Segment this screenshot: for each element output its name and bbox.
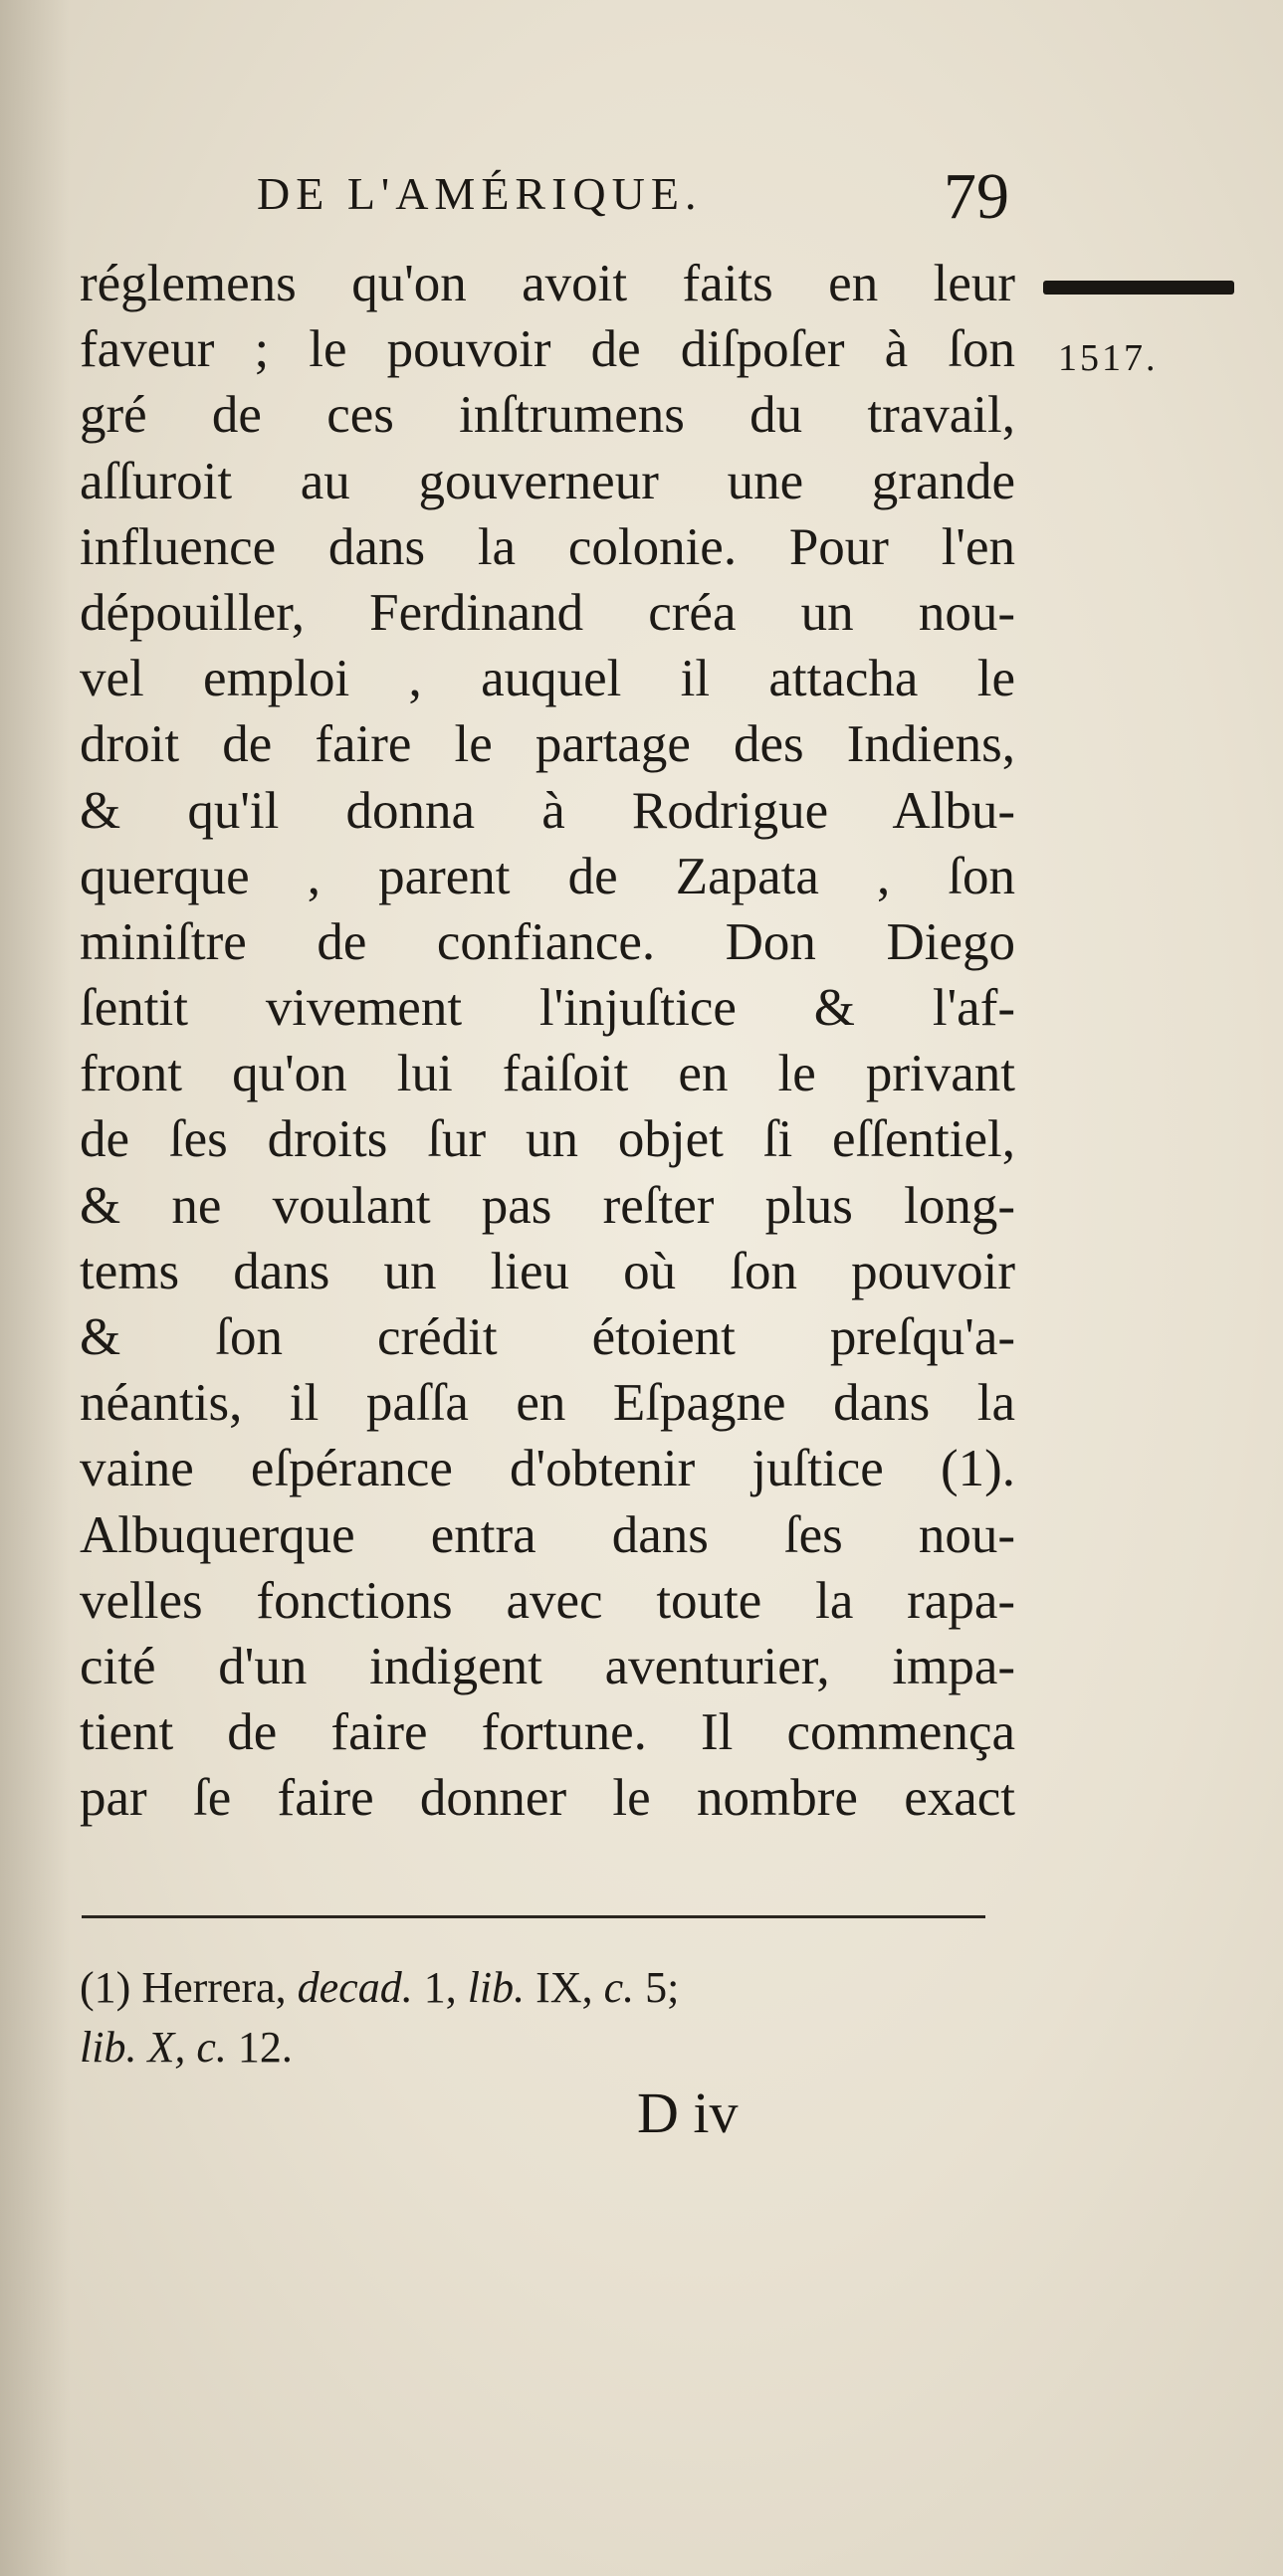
body-line: vaine eſpérance d'obtenir juſtice (1). (80, 1440, 1015, 1498)
body-line: dépouiller, Ferdinand créa un nou- (80, 583, 1015, 642)
footnote-lib-label: lib. (467, 1963, 526, 2012)
body-line: & ne voulant pas reſter plus long- (80, 1176, 1015, 1235)
footnote-line-2 (80, 2018, 995, 2078)
footnote-chapter2-value: 12. (237, 2023, 293, 2072)
body-line: & qu'il donna à Rodrigue Albu- (80, 781, 1015, 840)
footnote-lib2-value: X, (147, 2023, 186, 2072)
body-line: faveur ; le pouvoir de diſpoſer à ſon (80, 320, 1015, 379)
footnote-chapter-label: c. (603, 1963, 635, 2012)
footnote (80, 1958, 995, 2078)
footnote-chapter-value: 5; (645, 1963, 680, 2012)
footnote-decade-value: 1, (423, 1963, 457, 2012)
body-line: querque , parent de Zapata , ſon (80, 847, 1015, 905)
body-line: gré de ces inſtrumens du travail, (80, 386, 1015, 445)
body-line: de ſes droits ſur un objet ſi eſſentiel, (80, 1110, 1015, 1169)
body-line: Albuquerque entra dans ſes nou- (80, 1505, 1015, 1564)
page-number: 79 (944, 160, 1009, 233)
body-line: cité d'un indigent aventurier, impa- (80, 1637, 1015, 1695)
body-line: par ſe faire donner le nombre exact (80, 1769, 1015, 1828)
margin-rule (1043, 281, 1234, 295)
body-line: aſſuroit au gouverneur une grande (80, 452, 1015, 510)
body-line: influence dans la colonie. Pour l'en (80, 517, 1015, 576)
body-line: vel emploi , auquel il attacha le (80, 650, 1015, 708)
footnote-chapter2-label: c. (196, 2023, 227, 2072)
body-line: front qu'on lui faiſoit en le privant (80, 1045, 1015, 1103)
footnote-author: Herrera, (141, 1963, 287, 2012)
footnote-line-1 (80, 1958, 995, 2018)
margin-year: 1517. (1058, 337, 1159, 379)
body-line: néantis, il paſſa en Eſpagne dans la (80, 1374, 1015, 1433)
footnote-marker: (1) (80, 1963, 131, 2012)
footnote-rule (82, 1915, 985, 1918)
footnote-lib2-label: lib. (80, 2023, 137, 2072)
running-title: DE L'AMÉRIQUE. (257, 168, 703, 219)
footnote-lib-value: IX, (535, 1963, 593, 2012)
body-line: ſentit vivement l'injuſtice & l'af- (80, 979, 1015, 1038)
body-line: miniſtre de confiance. Don Diego (80, 912, 1015, 971)
body-line: velles fonctions avec toute la rapa- (80, 1571, 1015, 1630)
gutter-shadow (0, 0, 70, 2576)
body-line: tems dans un lieu où ſon pouvoir (80, 1242, 1015, 1300)
body-line: & ſon crédit étoient preſqu'a- (80, 1308, 1015, 1366)
body-text (80, 251, 1015, 1832)
body-line: droit de faire le partage des Indiens, (80, 715, 1015, 774)
signature-mark: D iv (637, 2081, 739, 2145)
body-line: tient de faire fortune. Il commença (80, 1703, 1015, 1762)
body-line: réglemens qu'on avoit faits en leur (80, 255, 1015, 312)
footnote-decade-label: decad. (297, 1963, 413, 2012)
running-head (0, 159, 1283, 233)
